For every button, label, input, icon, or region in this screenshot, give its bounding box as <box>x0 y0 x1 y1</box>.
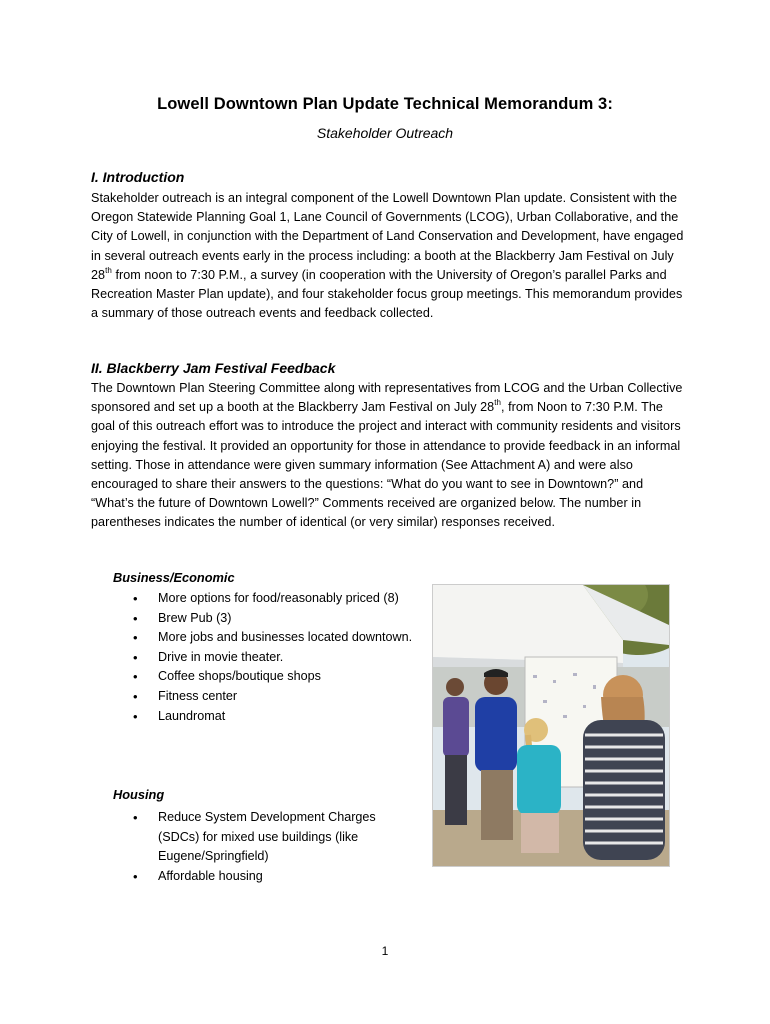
list-item: • Fitness center <box>113 687 433 707</box>
festival-paragraph <box>91 379 687 533</box>
festival-text-b: , from Noon to 7:30 P.M. The goal of this outreach effort was to introduce the project and interact with community residents and visitors enjoying the festival. It provided an opportunity for those in attendance to provide feedback in an informal setting. Those in attendance were given summary information (See Attachment A) and were also encouraged to share their answers to the questions: “What do you want to see in Downtown?” and “What’s the future of Downtown Lowell?” Comments received are organized below. The number in parentheses indicates the number of identical (or very similar) responses received. <box>91 400 681 530</box>
festival-booth-photo <box>432 584 670 867</box>
housing-heading: Housing <box>113 787 165 802</box>
business-heading: Business/Economic <box>113 570 235 585</box>
housing-list <box>113 808 413 886</box>
intro-text-a: Stakeholder outreach is an integral component of the Lowell Downtown Plan update. Consistent with the Oregon Statewide Planning Goal 1, Lane Council of Governments (LCOG), Urban Collaborative, and the City of Lowell, in conjunction with the Department of Land Conservation and Development, have engaged in several outreach events early in the process including: a booth at the Blackberry Jam Festival on July 28 <box>91 191 684 282</box>
list-item: • Brew Pub (3) <box>113 609 433 629</box>
list-item: • Laundromat <box>113 707 433 727</box>
list-item: • Reduce System Development Charges (SDCs) for mixed use buildings (like Eugene/Springfield) <box>113 808 413 867</box>
section-heading-festival: II. Blackberry Jam Festival Feedback <box>91 360 336 376</box>
section-heading-introduction: I. Introduction <box>91 169 185 185</box>
intro-superscript: th <box>105 265 112 275</box>
list-item: • More jobs and businesses located downtown. <box>113 628 433 648</box>
introduction-paragraph <box>91 189 687 323</box>
business-list <box>113 589 433 726</box>
intro-text-b: from noon to 7:30 P.M., a survey (in cooperation with the University of Oregon’s parallel Parks and Recreation Master Plan update), and four stakeholder focus group meetings. This memorandum provides a summary of those outreach events and feedback collected. <box>91 267 683 321</box>
document-subtitle: Stakeholder Outreach <box>316 125 454 141</box>
list-item: • Affordable housing <box>113 867 413 887</box>
list-item: • Coffee shops/boutique shops <box>113 667 433 687</box>
document-title: Lowell Downtown Plan Update Technical Memorandum 3: <box>157 95 613 113</box>
festival-text-a: The Downtown Plan Steering Committee along with representatives from LCOG and the Urban Collective sponsored and set up a booth at the Blackberry Jam Festival on July 28 <box>91 381 683 415</box>
list-item: • Drive in movie theater. <box>113 648 433 668</box>
festival-superscript: th <box>494 398 502 408</box>
page-number: 1 <box>381 944 389 958</box>
list-item: • More options for food/reasonably priced (8) <box>113 589 433 609</box>
